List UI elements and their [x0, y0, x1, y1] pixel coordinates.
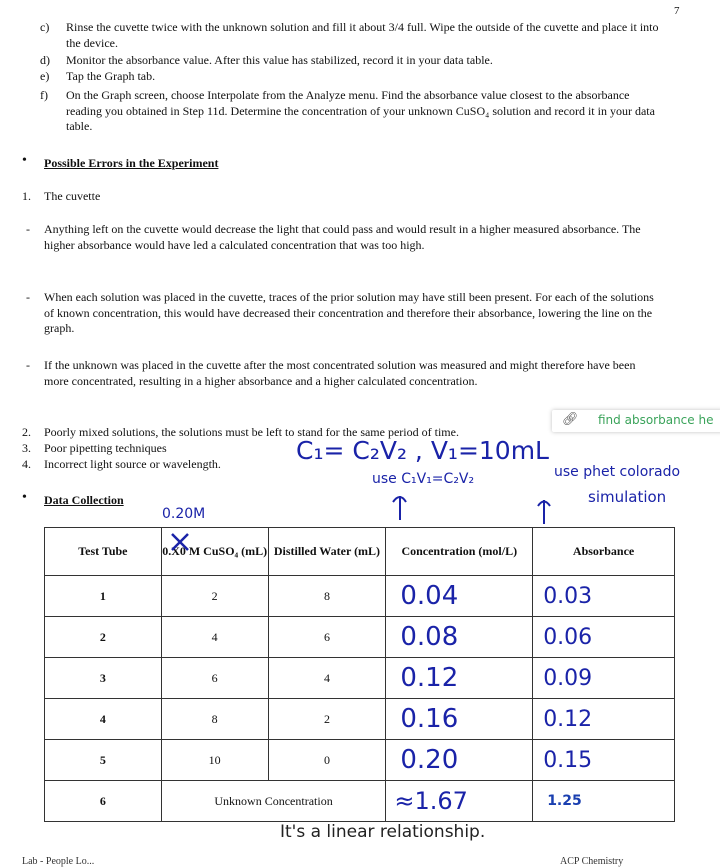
handwritten-phet-note: use phet colorado	[554, 464, 681, 480]
cuso4-cell: 6	[161, 658, 268, 699]
step-c	[40, 20, 660, 51]
handwritten-arrow-icon	[380, 494, 420, 524]
table-row	[45, 617, 675, 658]
cuso4-cell: 2	[161, 576, 268, 617]
error-number: 4.	[22, 457, 31, 471]
header-test-tube: Test Tube	[45, 528, 162, 576]
absorbance-cell: 0.09	[533, 658, 675, 699]
concentration-cell: 0.04	[386, 576, 533, 617]
handwritten-arrow-icon	[530, 498, 560, 528]
tube-cell: 5	[45, 740, 162, 781]
concentration-cell: 0.16	[386, 699, 533, 740]
link-icon: 🔗︎	[562, 412, 579, 427]
dash-icon: -	[26, 358, 30, 372]
errors-heading: Possible Errors in the Experiment	[44, 156, 219, 170]
table-header-row	[45, 528, 675, 576]
absorbance-cell: 1.25	[533, 781, 675, 822]
table-row	[45, 699, 675, 740]
data-heading: Data Collection	[44, 493, 124, 507]
callout-text: find absorbance he	[598, 413, 714, 427]
water-cell: 0	[268, 740, 386, 781]
error-number: 2.	[22, 425, 31, 439]
absorbance-cell: 0.03	[533, 576, 675, 617]
header-water: Distilled Water (mL)	[268, 528, 386, 576]
absorbance-cell: 0.12	[533, 699, 675, 740]
tube-cell: 1	[45, 576, 162, 617]
table-row	[45, 740, 675, 781]
cuso4-cell: 8	[161, 699, 268, 740]
step-f	[40, 88, 660, 135]
footer-left: Lab - People Lo...	[22, 856, 95, 867]
bullet-icon: •	[22, 490, 27, 505]
concentration-cell: 0.20	[386, 740, 533, 781]
handwritten-use-formula: use C₁V₁=C₂V₂	[372, 471, 475, 487]
dash-icon: -	[26, 222, 30, 236]
tube-cell: 6	[45, 781, 162, 822]
error-number: 3.	[22, 441, 31, 455]
cuso4-cell: 4	[161, 617, 268, 658]
step-label: d)	[40, 53, 50, 67]
header-cuso4: 0.X0 M CuSO₄ (mL)	[161, 528, 268, 576]
step-d	[40, 53, 660, 69]
table-row	[45, 576, 675, 617]
step-text: On the Graph screen, choose Interpolate from the Analyze menu. Find the absorbance value closest to the absorbance reading you obtained in Step 11d. Determine the concentration of your unknown CuSO₄ solution and record it in your data table.	[66, 88, 655, 133]
tube-cell: 2	[45, 617, 162, 658]
table-row-unknown	[45, 781, 675, 822]
step-text: Tap the Graph tab.	[66, 69, 156, 83]
dash-icon: -	[26, 290, 30, 304]
water-cell: 8	[268, 576, 386, 617]
table-row	[45, 658, 675, 699]
errors-item-number: 1.	[22, 189, 31, 203]
error-point-3: If the unknown was placed in the cuvette after the most concentrated solution was measured and might therefore have been more concentrated, resulting in a higher absorbance and a higher calculated concentration.	[44, 358, 636, 388]
water-cell: 2	[268, 699, 386, 740]
concentration-cell: 0.08	[386, 617, 533, 658]
step-text: Monitor the absorbance value. After this value has stabilized, record it in your data table.	[66, 53, 493, 67]
strike-icon	[166, 530, 194, 554]
handwritten-formula: C₁= C₂V₂ , V₁=10mL	[296, 436, 549, 465]
cuso4-cell: 10	[161, 740, 268, 781]
page-number: 7	[674, 5, 680, 17]
step-e	[40, 69, 660, 85]
annotation-callout[interactable]	[552, 410, 720, 432]
step-label: e)	[40, 69, 50, 83]
conclusion-text: It's a linear relationship.	[280, 822, 486, 842]
handwritten-simulation-note: simulation	[588, 488, 667, 506]
header-absorbance: Absorbance	[533, 528, 675, 576]
water-cell: 4	[268, 658, 386, 699]
tube-cell: 3	[45, 658, 162, 699]
error-text: Poor pipetting techniques	[44, 441, 167, 455]
absorbance-cell: 0.15	[533, 740, 675, 781]
unknown-label-cell: Unknown Concentration	[161, 781, 386, 822]
step-label: f)	[40, 88, 48, 102]
error-text: Poorly mixed solutions, the solutions must be left to stand for the same period of time.	[44, 425, 459, 439]
bullet-icon: •	[22, 153, 27, 168]
data-table	[44, 527, 675, 822]
footer-right: ACP Chemistry	[560, 856, 624, 867]
concentration-cell: 0.12	[386, 658, 533, 699]
errors-item-text: The cuvette	[44, 189, 101, 203]
absorbance-cell: 0.06	[533, 617, 675, 658]
concentration-cell: ≈1.67	[386, 781, 533, 822]
tube-cell: 4	[45, 699, 162, 740]
step-label: c)	[40, 20, 50, 34]
header-concentration: Concentration (mol/L)	[386, 528, 533, 576]
step-text: Rinse the cuvette twice with the unknown solution and fill it about 3/4 full. Wipe the outside of the cuvette and place it into the device.	[66, 20, 659, 50]
water-cell: 6	[268, 617, 386, 658]
error-point-1: Anything left on the cuvette would decrease the light that could pass and would result in a higher measured absorbance. The higher absorbance would have led a calculated concentration that was too high.	[44, 222, 641, 252]
error-text: Incorrect light source or wavelength.	[44, 457, 221, 471]
error-point-2: When each solution was placed in the cuvette, traces of the prior solution may have still been present. For each of the solutions of known concentration, this would have decreased their concentration and therefore their absorbance, lowering the line on the graph.	[44, 290, 654, 335]
handwritten-molarity: 0.20M	[162, 506, 206, 522]
